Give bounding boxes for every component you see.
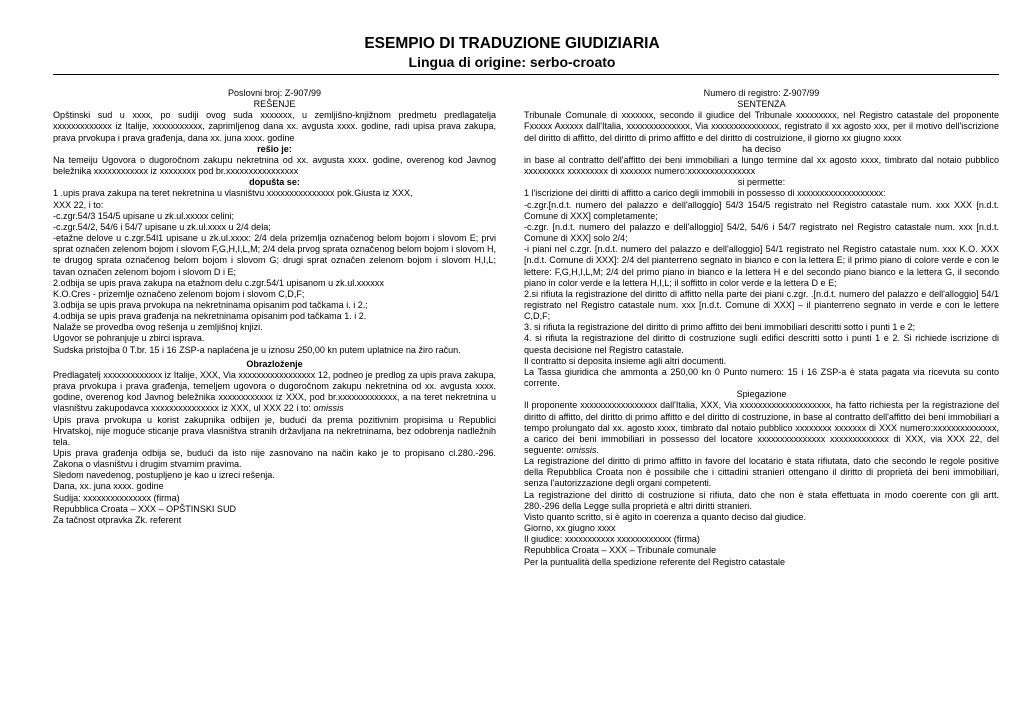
- paragraph: 1 .upis prava zakupa na teret nekretnina u vlasništvu xxxxxxxxxxxxxxx pok.Giusta iz XXX,: [53, 188, 413, 199]
- paragraph: -c.zgr. [n.d.t. numero del palazzo e dell'alloggio] 54/2, 54/6 i 54/7 registrato nel Registro catastale num. xxx [n.d.t. Comune di XXX] solo 2/4;: [524, 221, 999, 244]
- paragraph: 2.odbija se upis prava zakupa na etažnom delu c.zgr.54/1 upisanom u zk.ul.xxxxxx: [53, 277, 384, 288]
- paragraph: in base al contratto dell'affitto dei beni immobiliari a lungo termine dal xx agosto xxxx, timbrato dal notaio pubblico xxxxxxxxx xxxxxxxxx di xxxxxxx numero:xxxxxxxxxxxxxxx: [524, 154, 999, 177]
- omissis-text: omissis: [313, 403, 344, 414]
- paragraph: XXX 22, i to:: [53, 199, 104, 210]
- paragraph: 1 l'iscrizione dei diritti di affitto a carico degli immobili in possesso di xxxxxxxxxxxxxxxxxxx:: [524, 188, 886, 199]
- paragraph: Upis prava građenja odbija se, budući da isto nije zasnovano na način kako je to propisano cl.280.-296. Zakona o vlasništvu i drugim stvarnim pravima.: [53, 448, 496, 470]
- paragraph: -etažne delove u c.zgr.54l1 upisane u zk.ul.xxxx: 2/4 dela prizemlja označenog belom bojom i slovom E; prvi sprat označen zelenom bojom i slovom F,G,H,I,L,M; 2/4 dela prvog sprata označenog belom bojom i slovom H, te drugog sprata označenog belom bojom i slovom G; drugi sprat označen zelenom bojom i slovom H,I,L; tavan označen zelenom bojom i slovom D i E;: [53, 233, 497, 277]
- paragraph: Nalaže se provedba ovog rešenja u zemljišnoj knjizi.: [53, 322, 263, 333]
- paragraph: [53, 370, 496, 415]
- paragraph: Visto quanto scritto, si è agito in coerenza a quanto deciso dal giudice.: [524, 511, 806, 522]
- header-divider: [53, 74, 999, 75]
- section-heading-sentenza: SENTENZA: [737, 99, 786, 110]
- paragraph: Sledom navedenog, postupljeno je kao u izreci rešenja.: [53, 470, 275, 481]
- section-heading-obrazlozenje: Obrazloženje: [246, 358, 303, 369]
- referent-line: Za tačnost otpravka Zk. referent: [53, 514, 182, 525]
- section-heading-spiegazione: Spiegazione: [736, 389, 787, 400]
- section-heading-si-permette: si permette:: [737, 177, 786, 188]
- paragraph: Opštinski sud u xxxx, po sudiji ovog suda xxxxxxx, u zemljišno-knjižnom predmetu predlagatelja xxxxxxxxxxxxx iz Italije, xxxxxxxxxxx, zaprimljenog dana xx. avgusta xxxx. godine, radi upisa prava zakupa, prava prvokupa i prava građenja, dana xx. juna xxxx. godine: [53, 110, 496, 143]
- omissis-text: omissis.: [566, 445, 599, 455]
- document-subtitle: Lingua di origine: serbo-croato: [408, 54, 616, 70]
- paragraph: Na temeiju Ugovora o dugoročnom zakupu nekretnina od xx. avgusta xxxx. godine, overenog kod Javnog beležnika xxxxxxxxxxxx iz xxxxxxxx pod br.xxxxxxxxxxxxxxxx: [53, 154, 496, 177]
- date-line: Dana, xx. juna xxxx. godine: [53, 481, 164, 492]
- section-heading-ha-deciso: ha deciso: [742, 143, 781, 154]
- paragraph: K.O.Cres - prizemlje označeno zelenom bojom i slovom C,D,F;: [53, 288, 305, 299]
- document-header: [0, 34, 1024, 71]
- paragraph: Upis prava prvokupa u korist zakupnika odbijen je, budući da prema pozitivnim propisima u Republici Hrvatskoj, nije moguće sticanje prava vlasništva stranih državljana na nekretninama, bez odobrenja nadležnih tela.: [53, 414, 496, 447]
- document-title: ESEMPIO DI TRADUZIONE GIUDIZIARIA: [364, 35, 660, 52]
- register-number: Numero di registro: Z-907/99: [703, 88, 820, 98]
- source-text-column: [53, 88, 496, 526]
- paragraph: 4. si rifiuta la registrazione del diritto di costruzione sugli edifici descritti sotto i punti 1 e 2. Si richiede iscrizione di questa decisione nel Registro catastale.: [524, 333, 999, 355]
- paragraph: -c.zgr.[n.d.t. numero del palazzo e dell'alloggio] 54/3 154/5 registrato nel Registro catastale num. xxx XXX [n.d.t. Comune di XXX] completamente;: [524, 199, 999, 221]
- stamp-line: Repubblica Croata – XXX – OPŠTINSKI SUD: [53, 503, 237, 514]
- paragraph: La registrazione del diritto di primo affitto in favore del locatario è stata rifiutata, dato che secondo le regole positive della Repubblica Croata non è possibile che i cittadini stranieri ottengano il diritto di proprietà dei beni immobiliari, senza l'autorizzazione degli organi competenti.: [524, 456, 999, 489]
- paragraph-text: Predlagatelj xxxxxxxxxxxxx iz Italije, XXX, Via xxxxxxxxxxxxxxxxx 12, podneo je predlog za upis prava zakupa, prava prvokupa i prava građenja, temeljem ugovora o dugoročnom zakupu nekretnina od xx. avgusta xxxx. godine, overenog kod Javnog beležnika xxxxxxxxxxxx iz XXX, pod br.xxxxxxxxxxxxx, a na teret nekretnina u vlasništvu zakupodavca xxxxxxxxxxxxxxx iz XXX, ul XXX 22 i to:: [53, 369, 496, 414]
- paragraph: [524, 400, 999, 456]
- paragraph-text: Il proponente xxxxxxxxxxxxxxxxx dall'Italia, XXX, Via xxxxxxxxxxxxxxxxxxxx, ha fatto richiesta per la registrazione del diritto di affitto, del diritto di primo affitto e del diritto di costruzione, in base al contratto dell'affitto dei beni immobiliari a tempo prolungato dal xx. agosto xxxx, timbrato dal notaio pubblico xxxxxxxx xxxxxxx di XXX numero:xxxxxxxxxxxxxx, a carico dei beni immobiliari in possesso del locatore xxxxxxxxxxxxxxx xxxxxxxxxxxxx di XXX, via XXX 22, del seguente:: [524, 400, 999, 455]
- paragraph: Tribunale Comunale di xxxxxxx, secondo il giudice del Tribunale xxxxxxxxx, nel Registro catastale del proponente Fxxxxx Axxxxx dall'Italia, xxxxxxxxxxxxxx, Via xxxxxxxxxxxxxxx, registrato il xx agosto xxx, per il motivo dell'iscrizione del diritto di affitto, del diritto di primo affitto e del diritto di costruizione, il giorno xx giugno xxxx: [524, 110, 999, 143]
- stamp-line: Repubblica Croata – XXX – Tribunale comunale: [524, 545, 717, 556]
- paragraph: 3. si rifiuta la registrazione del diritto di primo affitto dei beni immobiliari descritti sotto i punti 1 e 2;: [524, 322, 916, 333]
- translation-column: [524, 88, 999, 568]
- paragraph: -c.zgr.54/2, 54/6 i 54/7 upisane u zk.ul.xxxx u 2/4 dela;: [53, 221, 271, 232]
- date-line: Giorno, xx giugno xxxx: [524, 523, 616, 534]
- paragraph: La Tassa giuridica che ammonta a 250,00 kn 0 Punto numero: 15 i 16 ZSP-a è stata pagata via ricevuta su conto corrente.: [524, 366, 999, 389]
- paragraph: -i piani nel c.zgr. [n.d.t. numero del palazzo e dell'alloggio] 54/1 registrato nel Registro catastale num. xxx K.O. XXX [n.d.t. Comune di XXX]: 2/4 del pianterreno segnato in bianco e con la lettera E; il primo piano di colore verde e con le lettere: F,G,H,I,L,M; 2/4 del primo piano in bianco e la lettera H e del secondo piano bianco e la lettera G, il secondo piano in color verde e la lettera H,I,L; il soffitto in color verde e la lettera D e E;: [524, 244, 999, 288]
- paragraph: 3.odbija se upis prava prvokupa na nekretninama opisanim pod tačkama i. i 2.;: [53, 299, 368, 310]
- section-heading-resenje: REŠENJE: [253, 99, 296, 110]
- referent-line: Per la puntualità della spedizione referente del Registro catastale: [524, 556, 786, 567]
- paragraph: 2.si rifiuta la registrazione del diritto di affitto nella parte dei piani c.zgr. .[n.d.t. numero del palazzo e dell'alloggio] 54/1 registrato nel Registro catastale num. xxx [n.d.t. Comune di XXX] – il pianterreno segnato in verde e con le lettere C,D,F;: [524, 288, 999, 322]
- paragraph: Il contratto si deposita insieme agli altri documenti.: [524, 355, 727, 366]
- paragraph: La registrazione del diritto di costruzione si rifiuta, dato che non è stata effettuata in modo coerente con gli artt. 280.-296 della Legge sulla proprietà e altri diritti stranieri.: [524, 489, 999, 511]
- section-heading-resio-je: rešio je:: [257, 143, 292, 154]
- paragraph: Ugovor se pohranjuje u zbirci isprava.: [53, 333, 205, 344]
- section-heading-dopusta-se: dopušta se:: [249, 177, 300, 188]
- signature-line: Sudija: xxxxxxxxxxxxxxx (firma): [53, 492, 180, 503]
- paragraph: 4.odbija se upis prava građenja na nekretninama opisanim pod tačkama 1. i 2.: [53, 311, 367, 322]
- case-number: Poslovni broj: Z-907/99: [227, 88, 322, 98]
- paragraph: Sudska pristojba 0 T.br. 15 i 16 ZSP-a naplaćena je u iznosu 250,00 kn putem uplatnice na žiro račun.: [53, 344, 461, 355]
- signature-line: Il giudice: xxxxxxxxxxx xxxxxxxxxxxx (firma): [524, 534, 700, 545]
- paragraph: -c.zgr.54/3 154/5 upisane u zk.ul.xxxxx celini;: [53, 210, 235, 221]
